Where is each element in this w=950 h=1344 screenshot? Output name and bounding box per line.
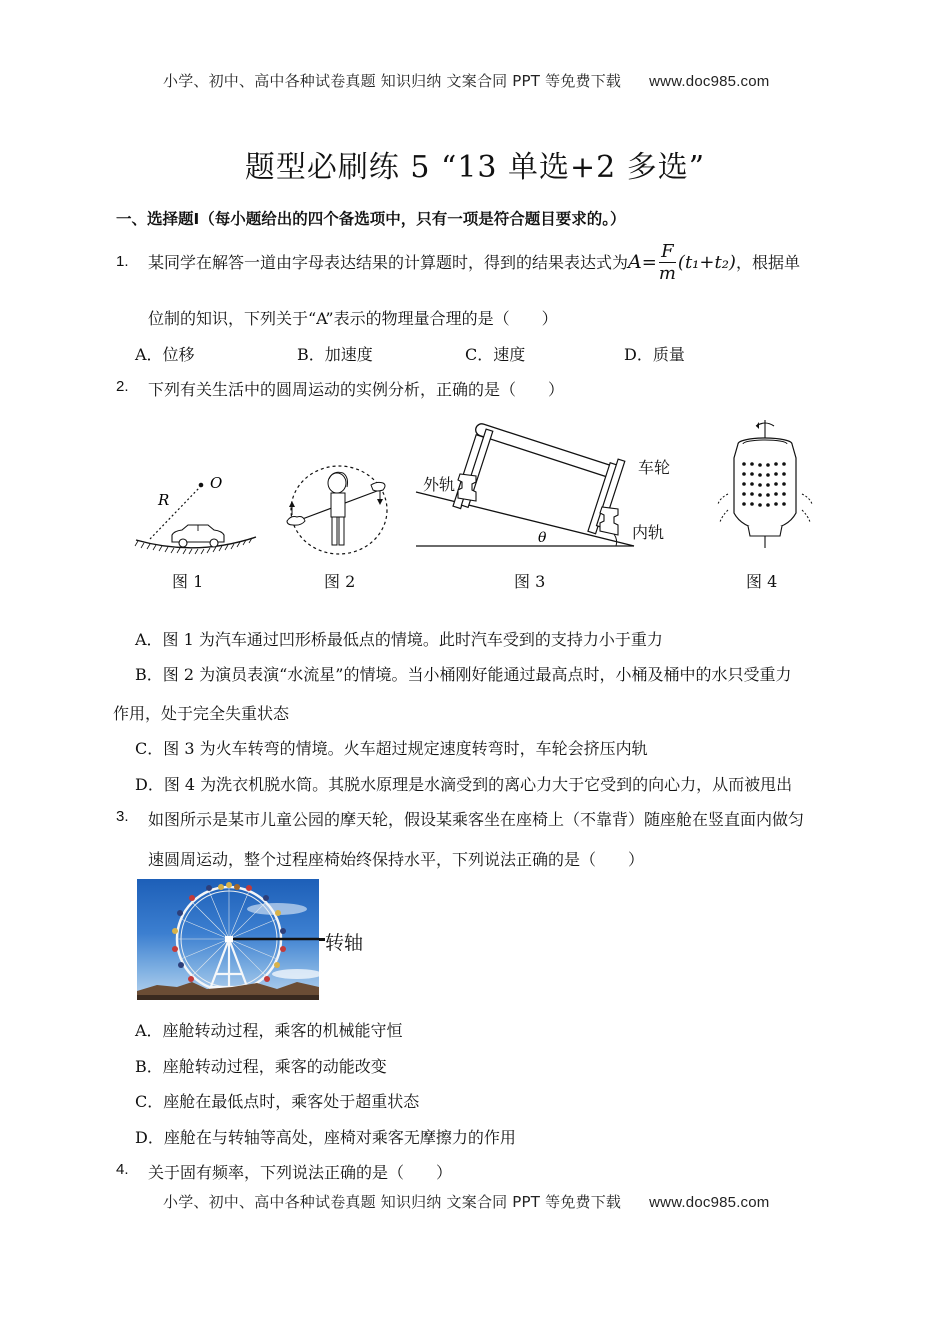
label-theta: θ [538,530,547,546]
question-4-line1: 关于固有频率，下列说法正确的是（ ） [148,1163,453,1182]
figure-1-caption: 图 1 [172,572,204,591]
q2-option-a[interactable]: A．图 1 为汽车通过凹形桥最低点的情境。此时汽车受到的支持力小于重力 [135,630,663,649]
label-outer-rail: 外轨 [423,475,456,494]
page-title: 题型必刷练 5 “13 单选+2 多选” [244,150,706,185]
question-4-number: 4. [116,1161,129,1178]
formula-fraction [659,242,676,285]
label-r: R [158,491,170,509]
formula-eq: = [641,252,657,273]
formula-denominator: m [658,263,676,284]
question-1-line1 [148,242,800,285]
figure-3-caption: 图 3 [514,572,546,591]
q2-option-b-cont: 作用，处于完全失重状态 [113,704,290,723]
q1-prefix: 某同学在解答一道由字母表达结果的计算题时，得到的结果表达式为 [148,253,629,272]
performer-icon [283,455,393,560]
q1-formula [628,242,736,285]
q3-option-c[interactable]: C．座舱在最低点时，乘客处于超重状态 [135,1092,420,1111]
figure-4-caption: 图 4 [746,572,778,591]
q1-option-c[interactable]: C．速度 [465,345,526,364]
header-url[interactable]: www.doc985.com [649,73,770,90]
car-bridge-icon [130,465,260,555]
q1-option-d[interactable]: D．质量 [624,345,685,364]
q3-option-a[interactable]: A．座舱转动过程，乘客的机械能守恒 [135,1021,403,1040]
question-1-line2: 位制的知识，下列关于“A”表示的物理量合理的是（ ） [148,309,558,328]
q1-option-b[interactable]: B．加速度 [297,345,373,364]
question-2-line1: 下列有关生活中的圆周运动的实例分析，正确的是（ ） [148,380,565,399]
page-header [163,70,770,91]
axis-label: 转轴 [325,932,364,954]
figure-2-caption: 图 2 [324,572,356,591]
section-heading: 一、选择题Ⅰ（每小题给出的四个备选项中，只有一项是符合题目要求的。） [116,210,626,228]
figure-1-car-bridge [130,465,260,555]
q1-suffix: ，根据单 [735,253,800,272]
figure-2-water-meteor [283,455,393,560]
label-o: O [210,474,223,492]
ferris-wheel-icon [137,879,319,1000]
question-1-number: 1. [116,253,129,270]
question-3-number: 3. [116,808,129,825]
question-3-line2: 速圆周运动，整个过程座椅始终保持水平，下列说法正确的是（ ） [148,850,645,869]
question-2-number: 2. [116,378,129,395]
q2-option-c[interactable]: C．图 3 为火车转弯的情境。火车超过规定速度转弯时，车轮会挤压内轨 [135,739,648,758]
figure-4-spin-drum [712,418,818,548]
q3-option-b[interactable]: B．座舱转动过程，乘客的动能改变 [135,1057,387,1076]
formula-paren: (t₁+t₂) [677,252,736,273]
footer-text: 小学、初中、高中各种试卷真题 知识归纳 文案合同 PPT 等免费下载 [163,1193,622,1211]
footer-url[interactable]: www.doc985.com [649,1194,770,1211]
q1-option-a[interactable]: A．位移 [135,345,195,364]
q2-option-d[interactable]: D．图 4 为洗衣机脱水筒。其脱水原理是水滴受到的离心力大于它受到的向心力，从而被甩出 [135,775,793,794]
q2-option-b[interactable]: B．图 2 为演员表演“水流星”的情境。当小桶刚好能通过最高点时，小桶及桶中的水只受重力 [135,665,792,684]
header-text: 小学、初中、高中各种试卷真题 知识归纳 文案合同 PPT 等免费下载 [163,72,622,90]
q3-option-d[interactable]: D．座舱在与转轴等高处，座椅对乘客无摩擦力的作用 [135,1128,516,1147]
formula-lhs: A [628,251,642,273]
question-3-line1: 如图所示是某市儿童公园的摩天轮，假设某乘客坐在座椅上（不靠背）随座舱在竖直面内做匀 [148,810,805,829]
page-footer [163,1191,770,1212]
spin-drum-icon [712,418,818,548]
label-inner-rail: 内轨 [632,523,665,542]
ferris-wheel-photo [137,879,319,1000]
formula-numerator: F [659,242,676,263]
label-wheel: 车轮 [638,458,671,477]
